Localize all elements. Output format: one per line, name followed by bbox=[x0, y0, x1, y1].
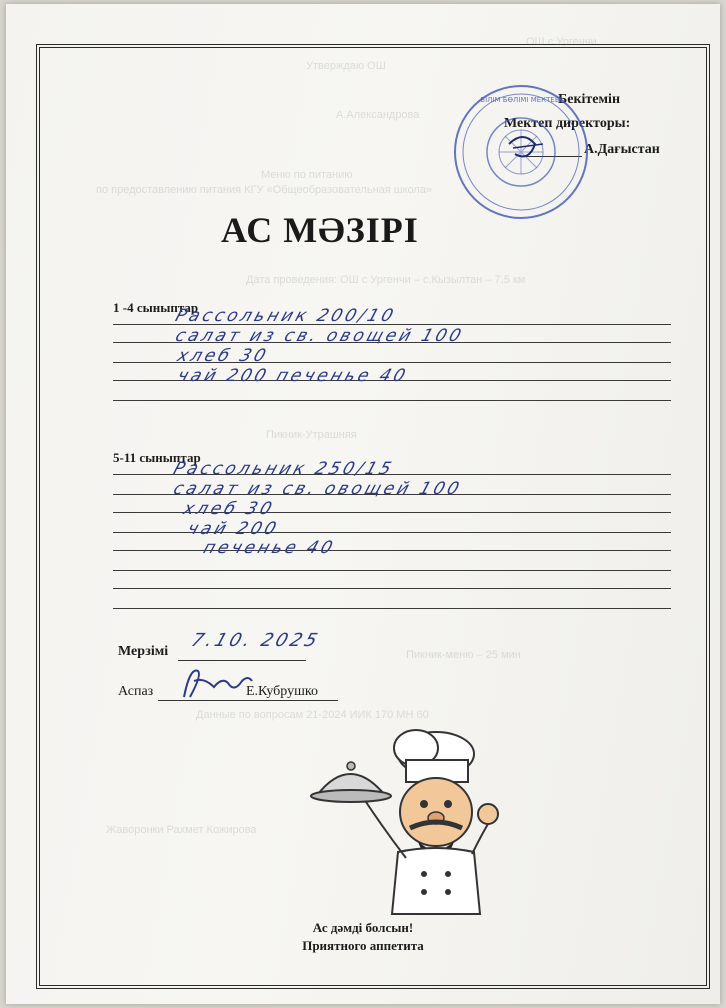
approve-label: Бекітемін bbox=[558, 92, 621, 107]
cook-label: Аспаз bbox=[118, 684, 154, 699]
menu-line: хлеб 30 bbox=[174, 346, 272, 366]
group-1-4-label: 1 -4 сыныптар bbox=[113, 300, 199, 315]
cook-signature bbox=[176, 659, 256, 704]
menu-line: чай 200 печенье 40 bbox=[174, 366, 411, 386]
menu-line: чай 200 bbox=[184, 519, 282, 539]
menu-line: салат из св. овощей 100 bbox=[172, 326, 467, 346]
footer-russian: Приятного аппетита bbox=[302, 938, 424, 953]
chef-with-cloche-icon bbox=[306, 724, 516, 924]
date-value: 7.10. 2025 bbox=[188, 630, 323, 651]
menu-sheet: ОШ с Ургенчи Утверждаю ОШ А.Александрова Меню по питанию по предоставлению питания КГУ «Общеобразовательная школа» Дата проведения: ОШ с Ургенчи – с.Кызылтан – 7,5 км Пикник-Утрашняя Пикник-меню – 25 мин Данные по вопросам 21-2024 ИИК 170 МН 60 Жаворонки Рахмет Кожирова Бекітемін Мектеп директоры: А.Дағыстан БІЛІМ БӨЛІМІ МЕКТЕБІ АС МӘЗІРІ 1 -4 сыныптар Рассольник 200/10 салат из св. овощей 100 хлеб 30 чай 200 печенье 40 5-11 сыныптар Рассольник 250/15 салат из св. овощей 100 хлеб 30 чай 200 печенье 40 Мерзімі 7.10. 2025 Аспаз Е.Кубрушко Ас дәмді болсын! Приятного аппетита bbox=[6, 4, 720, 1004]
menu-line: салат из св. овощей 100 bbox=[170, 479, 465, 499]
menu-line: Рассольник 200/10 bbox=[172, 306, 399, 326]
cook-name: Е.Кубрушко bbox=[246, 684, 318, 699]
director-label: Мектеп директоры: bbox=[504, 116, 631, 131]
menu-line: хлеб 30 bbox=[180, 499, 278, 519]
menu-line: Рассольник 250/15 bbox=[170, 459, 397, 479]
round-school-stamp bbox=[451, 82, 591, 222]
group-5-11-label: 5-11 сыныптар bbox=[113, 450, 201, 465]
date-label: Мерзімі bbox=[118, 644, 169, 659]
svg-text:БІЛІМ БӨЛІМІ МЕКТЕБІ: БІЛІМ БӨЛІМІ МЕКТЕБІ bbox=[480, 96, 562, 104]
menu-line: печенье 40 bbox=[200, 538, 338, 558]
director-name: А.Дағыстан bbox=[584, 142, 660, 157]
page-title: АС МӘЗІРІ bbox=[221, 210, 419, 250]
footer-kazakh: Ас дәмді болсын! bbox=[312, 920, 414, 935]
